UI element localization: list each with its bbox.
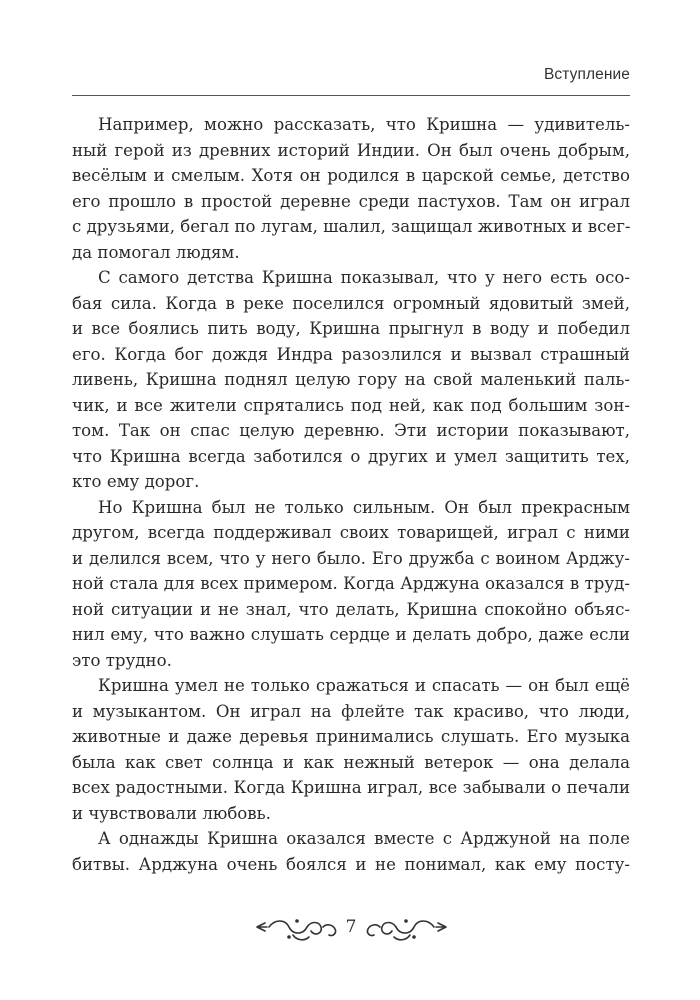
paragraph bbox=[72, 826, 630, 877]
text-line: С самого детства Кришна показывал, что у него есть осо- bbox=[98, 268, 630, 287]
body-text bbox=[72, 112, 630, 877]
text-line: кто ему дорог. bbox=[72, 472, 200, 491]
text-line: ной стала для всех примером. Когда Арджуна оказался в труд- bbox=[72, 574, 630, 593]
floral-ornament-icon bbox=[360, 915, 450, 945]
paragraph bbox=[72, 495, 630, 674]
text-line: другом, всегда поддерживал своих товарищей, играл с ними bbox=[72, 523, 630, 542]
text-line: Но Кришна был не только сильным. Он был прекрасным bbox=[98, 497, 630, 517]
text-line: и делился всем, что у него было. Его дружба с воином Арджу- bbox=[72, 548, 630, 568]
text-line: весёлым и смелым. Хотя он родился в царской семье, детство bbox=[72, 166, 630, 185]
text-line: и музыкантом. Он играл на флейте так красиво, что люди, bbox=[72, 701, 630, 721]
text-line: и все боялись пить воду, Кришна прыгнул в воду и победил bbox=[72, 319, 630, 338]
paragraph bbox=[72, 265, 630, 495]
text-line: всех радостными. Когда Кришна играл, все забывали о печали bbox=[72, 778, 630, 797]
text-line: ный герой из древних историй Индии. Он был очень добрым, bbox=[72, 140, 630, 160]
text-line: А однажды Кришна оказался вместе с Арджуной на поле bbox=[98, 829, 630, 848]
text-line: это трудно. bbox=[72, 650, 172, 670]
floral-ornament-icon bbox=[253, 915, 343, 945]
text-line: животные и даже деревья принимались слушать. Его музыка bbox=[72, 727, 630, 746]
text-line: том. Так он спас целую деревню. Эти истории показывают, bbox=[72, 421, 630, 440]
page-footer bbox=[0, 915, 700, 945]
text-line: чик, и все жители спрятались под ней, как под большим зон- bbox=[72, 395, 630, 415]
text-line: Кришна умел не только сражаться и спасать — он был ещё bbox=[98, 676, 630, 695]
text-line: ной ситуации и не знал, что делать, Кришна спокойно объяс- bbox=[72, 599, 630, 619]
text-line: нил ему, что важно слушать сердце и делать добро, даже если bbox=[72, 625, 630, 644]
text-line: Например, можно рассказать, что Кришна — удивитель- bbox=[98, 115, 630, 134]
paragraph bbox=[72, 673, 630, 826]
text-line: была как свет солнца и как нежный ветерок — она делала bbox=[72, 752, 630, 772]
text-line: его. Когда бог дождя Индра разозлился и вызвал страшный bbox=[72, 344, 630, 364]
text-line: что Кришна всегда заботился о других и умел защитить тех, bbox=[72, 446, 630, 466]
text-line: и чувствовали любовь. bbox=[72, 803, 271, 823]
header-divider bbox=[72, 95, 630, 96]
text-line: бая сила. Когда в реке поселился огромный ядовитый змей, bbox=[72, 293, 630, 313]
text-line: его прошло в простой деревне среди пастухов. Там он играл bbox=[72, 191, 630, 211]
page-number: 7 bbox=[345, 917, 357, 937]
text-line: битвы. Арджуна очень боялся и не понимал, как ему посту- bbox=[72, 854, 630, 874]
text-line: с друзьями, бегал по лугам, шалил, защищал животных и всег- bbox=[72, 217, 631, 236]
text-line: ливень, Кришна поднял целую гору на свой маленький паль- bbox=[72, 370, 630, 389]
paragraph bbox=[72, 112, 630, 265]
text-line: да помогал людям. bbox=[72, 242, 240, 262]
running-head-title: Вступление bbox=[543, 66, 630, 83]
